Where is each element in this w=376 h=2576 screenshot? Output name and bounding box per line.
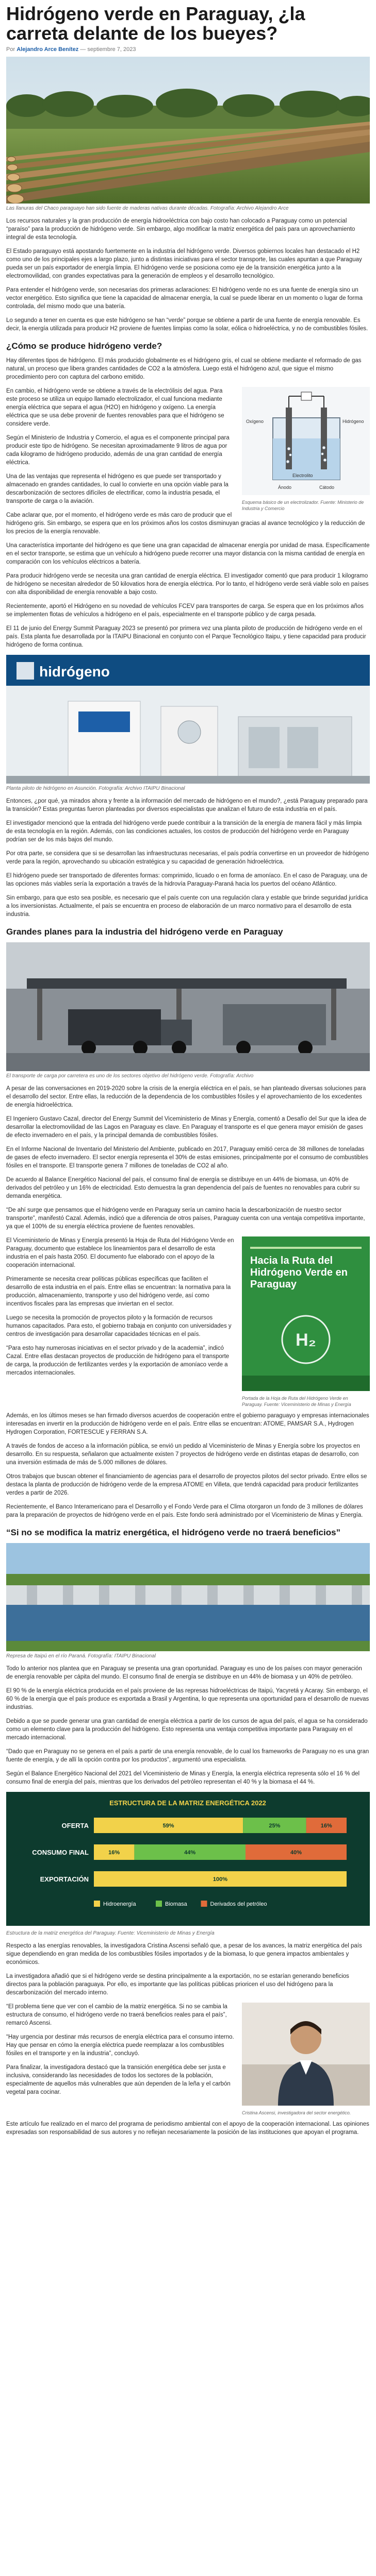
chart-caption: Estructura de la matriz energética del Paraguay. Fuente: Viceministerio de Minas y Energía (6, 1930, 215, 1936)
paragraph: Respecto a las energías renovables, la investigadora Cristina Ascensi señaló que, a pesar de los avances, la matriz energética del país sigue dependiendo en gran medida de los combustibles fósiles importados y de la biomasa, lo que genera impactos ambientales y económicos. (6, 1943, 362, 1965)
paragraph: El Estado paraguayo está apostando fuertemente en la industria del hidrógeno verde. Diversos gobiernos locales han destacado el H2 como uno de los principales ejes a largo plazo, junto a distintas iniciativas para el sector transporte, las cuales apuntan a que Paraguay pueda ser un país exportador de energía limpia. El hidrógeno verde se posiciona como eje de la transición energética junto a la electromovilidad, con grandes expectativas para la generación de empleos y el desarrollo tecnológico. (6, 248, 362, 279)
paragraph: Una de las ventajas que representa el hidrógeno es que puede ser transportado y almacenado en grandes cantidades, lo cual lo convierte en una opción viable para la descarbonización de sectores difíciles de electrificar, como la industria pesada, el transporte de carga o la aviación. (6, 473, 228, 504)
paragraph: Entonces, ¿por qué, ya mirados ahora y frente a la información del mercado de hidrógeno en el mundo?, ¿está Paraguay preparado para la transición? Estas preguntas fueron planteadas por diversos especialistas que analizan el futuro de esta industria en el país. (6, 798, 368, 812)
paragraph: Para entender el hidrógeno verde, son necesarias dos primeras aclaraciones: El hidrógeno verde no es una fuente de energía sino un vector energético. Esto significa que tiene la capacidad de almacenar energía, la cual se puede liberar en un momento o lugar de forma controlada, del mismo modo que una batería. (6, 287, 363, 310)
section-heading: ¿Cómo se produce hidrógeno verde? (6, 341, 162, 351)
person-caption: Cristina Ascensi, investigadora del sector energético. (242, 2110, 351, 2115)
paragraph: Según el Balance Energético Nacional del 2021 del Viceministerio de Minas y Energía, la energía eléctrica representa sólo el 16 % del consumo final de energía del país, mientras que los derivados del petróleo representan el 40 % y la biomasa el 44 %. (6, 1771, 360, 1785)
paragraph: El investigador mencionó que la entrada del hidrógeno verde puede contribuir a la transición de la energía de manera fácil y más limpia de esta tecnología en la región. Además, con las condiciones actuales, los costos de producción del hidrógeno verde en Paraguay podrían ser de los más bajos del mundo. (6, 820, 362, 843)
diagram-label-electrolyte: Electrolito (292, 473, 313, 478)
paragraph: El 90 % de la energía eléctrica producida en el país proviene de las represas hidroeléctricas de Itaipú, Yacyretá y Acaray. Sin embargo, el 60 % de la energía que el país produce es exportada a Brasil y Argentina, lo que representa una oportunidad para el desarrollo de nuevas industrias. (6, 1688, 369, 1710)
chart-value-label: 59% (162, 1823, 174, 1829)
hero-figure (6, 57, 370, 212)
chart-category-label: OFERTA (61, 1822, 89, 1829)
policy-cover-title: Hacia la Ruta del Hidrógeno Verde en Paraguay (250, 1255, 348, 1290)
dam-caption: Represa de Itaipú en el río Paraná. Fotografía: ITAIPU Binacional (6, 1653, 156, 1659)
diagram-label-oxygen: Oxígeno (246, 419, 264, 424)
policy-caption: Portada de la Hoja de Ruta del Hidrógeno Verde en Paraguay. Fuente: Viceministerio de Minas y Energía (242, 1396, 351, 1407)
dam-figure (6, 1543, 370, 1659)
paragraph: En el Informe Nacional de Inventario del Ministerio del Ambiente, publicado en 2017, Paraguay emitió cerca de 38 millones de toneladas de gases de efecto invernadero. El sector energía representa el 30% de estas emisiones, principalmente por el consumo de combustibles fósiles en el transporte. El transporte genera 7 millones de toneladas de CO2 al año. (6, 1146, 368, 1169)
article-title: Hidrógeno verde en Paraguay, ¿la carreta delante de los bueyes? (6, 3, 305, 44)
paragraph: Todo lo anterior nos plantea que en Paraguay se presenta una gran oportunidad. Paraguay es uno de los países con mayor generación de energía renovable per cápita del mundo. El consumo final de energía se distribuye en un 44% de biomasa y un 40% de petróleo. (6, 1666, 362, 1680)
paragraph: Otros trabajos que buscan obtener el financiamiento de agencias para el desarrollo de proyectos pilotos del sector privado. Entre ellos se destaca la planta de producción de hidrógeno verde de la empresa ATOME en Villeta, que tendrá capacidad para producir fertilizantes verdes a partir de 2026. (6, 1473, 367, 1496)
paragraph: “Dado que en Paraguay no se genera en el país a partir de una energía renovable, de lo cual los frameworks de Paraguay no es una gran fuente de energía, y de allí la opción contra por los productos”, argumentó una especialista. (6, 1749, 369, 1763)
dam-photo-illustration (6, 1543, 370, 1651)
hero-image (6, 57, 370, 204)
byline-prefix: Por (6, 46, 15, 53)
hero-caption: Las llanuras del Chaco paraguayo han sido fuente de maderas nativas durante décadas. Fotografía: Archivo Alejandro Arce (6, 206, 289, 211)
paragraph: El 11 de junio del Energy Summit Paraguay 2023 se presentó por primera vez una planta piloto de producción de hidrógeno verde en el país. Esta planta fue desarrollada por la ITAIPU Binacional en conjunto con el Parque Tecnológico Itaipu, y tiene capacidad para producir hidrógeno de forma continua. (6, 625, 366, 648)
gas-caption: El transporte de carga por carretera es uno de los sectores objetivo del hidrógeno verde. Fotografía: Archivo (6, 1073, 254, 1079)
plant-banner-text: hidrógeno (39, 664, 110, 680)
chart-legend-label: Hidroenergía (103, 1901, 136, 1907)
diagram-caption: Esquema básico de un electrolizador. Fuente: Ministerio de Industria y Comercio (242, 500, 364, 511)
paragraph: De acuerdo al Balance Energético Nacional del país, el consumo final de energía se distribuye en un 44% de biomasa, un 40% de derivados del petróleo y un 16% de electricidad. Esto demuestra la gran dependencia del país de fuentes no renovables para cubrir su demanda energética. (6, 1177, 360, 1199)
paragraph: Una característica importante del hidrógeno es que tiene una gran capacidad de almacenar energía por unidad de masa. Específicamente en el sector transporte, se estima que un vehículo a hidrógeno puede recorrer una mayor distancia con la misma cantidad de energía en comparación con los vehículos eléctricos a batería. (6, 543, 370, 565)
paragraph: Según el Ministerio de Industria y Comercio, el agua es el componente principal para producir este tipo de hidrógeno. Se necesitan aproximadamente 9 litros de agua por cada kilogramo de hidrógeno producido, además de una gran cantidad de energía eléctrica. (6, 435, 230, 466)
chart-legend-label: Biomasa (165, 1901, 187, 1907)
chart-value-label: 25% (269, 1823, 281, 1829)
chart-category-label: CONSUMO FINAL (32, 1849, 89, 1856)
paragraph: Debido a que se puede generar una gran cantidad de energía eléctrica a partir de los cursos de agua del país, el agua se ha considerado como un elemento clave para la producción del hidrógeno. Esto representa una ventaja competitiva importante para Paraguay en el mercado internacional. (6, 1718, 368, 1741)
chart-value-label: 40% (290, 1850, 302, 1856)
plant-figure (6, 655, 370, 792)
paragraph: Los recursos naturales y la gran producción de energía hidroeléctrica con bajo costo han colocado a Paraguay como un potencial “paraíso” para la producción de hidrógeno verde. Sin embargo, algo modificar la matriz energética del país para un aprovechamiento integral de esta tecnología. (6, 218, 355, 241)
paragraph: A través de fondos de acceso a la información pública, se envió un pedido al Viceministerio de Minas y Energía sobre los proyectos en desarrollo. En su respuesta, señalaron que actualmente existen 7 proyectos de hidrógeno verde en distintas etapas de desarrollo, con una inversión estimada de más de 5.000 millones de dólares. (6, 1443, 360, 1466)
diagram-label-anode: Ánodo (278, 485, 292, 490)
paragraph: Además, en los últimos meses se han firmado diversos acuerdos de cooperación entre el gobierno paraguayo y empresas internacionales interesadas en invertir en la producción de hidrógeno verde en el país. Entre ellas se encuentran: ATOME, PAMSAR S.A., Hydrogen Hydrogen Corporation, FORTESCUE y FERRAN S.A. (6, 1413, 369, 1435)
electrolyzer-diagram (242, 387, 370, 495)
paragraph: Luego se necesita la promoción de proyectos piloto y la formación de recursos humanos capacitados. Para esto, el gobierno trabaja en conjunto con universidades y centros de investigación para desarrollar capacidades técnicas en el país. (6, 1315, 232, 1337)
paragraph: “El problema tiene que ver con el cambio de la matriz energética. Si no se cambia la estructura de consumo, el hidrógeno verde no traerá beneficios reales para el país”, remarcó Ascensi. (6, 2004, 227, 2026)
paragraph: Primeramente se necesita crear políticas públicas específicas que faciliten el desarrollo de esta industria en el país. Entre ellas se encuentran: la normativa para la producción, almacenamiento, transporte y uso del hidrógeno verde, así como incentivos fiscales para las empresas que inviertan en el sector. (6, 1276, 231, 1307)
paragraph: A pesar de las conversaciones en 2019-2020 sobre la crisis de la energía eléctrica en el país, se han planteado diversas soluciones para el desarrollo del sector. Entre ellas, la reducción de la dependencia de los combustibles fósiles y el aprovechamiento de los excedentes de energía hidroeléctrica. (6, 1086, 366, 1108)
paragraph: “Para esto hay numerosas iniciativas en el sector privado y de la academia”, indicó Cazal. Entre ellas destacan proyectos de producción de hidrógeno para el transporte de carga, la producción de fertilizantes verdes y la exportación de amoníaco verde a mercados internacionales. (6, 1345, 230, 1376)
chart-legend-swatch (94, 1901, 100, 1907)
paragraph: El hidrógeno puede ser transportado de diferentes formas: comprimido, licuado o en forma de amoníaco. En el caso de Paraguay, una de las opciones más viables sería la exportación a través de la hidrovía Paraguay-Paraná hacia los puertos del océano Atlántico. (6, 873, 368, 887)
hero-photo-illustration (6, 57, 370, 204)
publish-date: septiembre 7, 2023 (87, 46, 136, 53)
diagram-label-cathode: Cátodo (319, 485, 335, 490)
diagram-figure (242, 387, 370, 512)
chart-title: ESTRUCTURA DE LA MATRIZ ENERGÉTICA 2022 (109, 1799, 266, 1807)
gas-photo-illustration (6, 942, 370, 1071)
paragraph: Recientemente, aportó el Hidrógeno en su novedad de vehículos FCEV para transportes de carga. Se espera que en los próximos años se implementen flotas de vehículos a hidrógeno en el país, especialmente en el transporte público y de carga pesada. (6, 603, 364, 618)
person-figure (242, 2003, 370, 2116)
chart-value-label: 16% (108, 1850, 120, 1856)
plant-caption: Planta piloto de hidrógeno en Asunción. Fotografía: Archivo ITAIPU Binacional (6, 786, 185, 791)
paragraph: Para producir hidrógeno verde se necesita una gran cantidad de energía eléctrica. El investigador comentó que para producir 1 kilogramo de hidrógeno se necesitan alrededor de 50 kilovatios hora de energía eléctrica. Por lo tanto, el hidrógeno verde será viable solo en países con alta disponibilidad de energía renovable a bajo costo. (6, 573, 369, 596)
chart-category-label: EXPORTACIÓN (40, 1875, 89, 1883)
chart-legend-swatch (156, 1901, 162, 1907)
plant-image (6, 655, 370, 784)
author-link[interactable]: Alejandro Arce Benítez (17, 46, 79, 53)
article (6, 0, 370, 2137)
paragraph: Recientemente, el Banco Interamericano para el Desarrollo y el Fondo Verde para el Clima otorgaron un fondo de 3 millones de dólares para la preparación de proyectos de hidrógeno verde en el país. Este fondo será administrado por el Viceministerio de Minas y Energía. (6, 1504, 363, 1518)
paragraph: “De ahí surge que pensamos que el hidrógeno verde en Paraguay sería un camino hacia la descarbonización de nuestro sector transporte”, manifestó Cazal. Además, indicó que a diferencia de otros países, Paraguay cuenta con una ventaja competitiva importante, ya que el 100% de su energía eléctrica proviene de fuentes renovables. (6, 1207, 365, 1230)
section-heading: Grandes planes para la industria del hidrógeno verde en Paraguay (6, 927, 283, 937)
policy-figure (242, 1236, 370, 1408)
chart-value-label: 44% (184, 1850, 196, 1856)
paragraph: Este artículo fue realizado en el marco del programa de periodismo ambiental con el apoyo de la cooperación internacional. Las opiniones expresadas son responsabilidad de sus autores y no reflejan necesariamente la posición de las instituciones que apoyan el programa. (6, 2121, 369, 2136)
plant-photo-illustration (6, 655, 370, 784)
paragraph: En cambio, el hidrógeno verde se obtiene a través de la electrólisis del agua. Para este proceso se utiliza un equipo llamado electrolizador, el cual funciona mediante energía eléctrica que separa el agua (H2O) en hidrógeno y oxígeno. La energía eléctrica que se usa debe provenir de fuentes renovables para que el hidrógeno se considere verde. (6, 388, 224, 427)
chart-value-label: 16% (320, 1823, 332, 1829)
chart-legend-label: Derivados del petróleo (210, 1901, 267, 1907)
energy-matrix-chart (6, 1792, 370, 1926)
paragraph: La investigadora añadió que si el hidrógeno verde se destina principalmente a la exportación, no se estarían generando beneficios directos para la población paraguaya. Por ello, es importante que las políticas públicas prioricen el uso del hidrógeno para la descarbonización del mercado interno. (6, 1973, 349, 1996)
paragraph: Sin embargo, para que esto sea posible, es necesario que el país cuente con una regulación clara y estable que brinde seguridad jurídica a los inversionistas. Actualmente, el país se encuentra en proceso de elaboración de un marco normativo para el desarrollo de esta industria. (6, 895, 368, 918)
paragraph: Lo segundo a tener en cuenta es que este hidrógeno se han “verde” porque se obtiene a partir de una fuente de energía renovable. Es decir, la energía utilizada para producir H2 proviene de fuentes limpias como la solar, eólica o hidroeléctrica, y no de combustibles fósiles. (6, 317, 368, 332)
gas-image (6, 942, 370, 1071)
byline-separator: — (78, 46, 88, 53)
diagram-label-hydrogen: Hidrógeno (342, 419, 364, 424)
paragraph: Hay diferentes tipos de hidrógeno. El más producido globalmente es el hidrógeno gris, el cual se obtiene mediante el reformado de gas natural, un proceso que libera grandes cantidades de CO2 a la atmósfera. Luego está el hidrógeno azul, que sigue el mismo procedimiento pero con captura del carbono emitido. (6, 358, 362, 380)
paragraph: Para finalizar, la investigadora destacó que la transición energética debe ser justa e inclusiva, considerando las necesidades de todos los sectores de la población, especialmente de aquellos más vulnerables que aún dependen de la leña y el carbón vegetal para cocinar. (6, 2064, 231, 2095)
paragraph: “Hay urgencia por destinar más recursos de energía eléctrica para el consumo interno. Hay que pensar en cómo la energía eléctrica puede reemplazar a los combustibles fósiles en el transporte y en la industria”, concluyó. (6, 2034, 234, 2057)
paragraph: Cabe aclarar que, por el momento, el hidrógeno verde es más caro de producir que el hidrógeno gris. Sin embargo, se espera que en los próximos años los costos disminuyan gracias al avance tecnológico y la reducción de los precios de la energía renovable. (6, 512, 365, 535)
paragraph: El Viceministerio de Minas y Energía presentó la Hoja de Ruta del Hidrógeno Verde en Paraguay, documento que establece los lineamientos para el desarrollo de esta industria en el país hasta 2050. El documento fue elaborado con el apoyo de la cooperación internacional. (6, 1238, 234, 1268)
chart-legend-swatch (201, 1901, 207, 1907)
paragraph: El Ingeniero Gustavo Cazal, director del Energy Summit del Viceministerio de Minas y Energía, comentó a Desafío del Sur que la idea de desarrollar la electromovilidad de las Lagos en Paraguay es clave. En Paraguay el transporte es el que genera mayor emisión de gases de efecto invernadero en el país, y la principal demanda de combustibles fósiles. (6, 1116, 367, 1139)
person-photo (242, 2003, 370, 2106)
gas-figure (6, 942, 370, 1079)
byline (6, 46, 370, 53)
policy-cover-symbol: H₂ (296, 1330, 316, 1350)
policy-cover (242, 1236, 370, 1391)
chart-figure (6, 1792, 370, 1937)
chart-value-label: 100% (212, 1876, 228, 1883)
section-heading: “Si no se modifica la matriz energética, el hidrógeno verde no traerá beneficios” (6, 1528, 341, 1537)
dam-image (6, 1543, 370, 1651)
paragraph: Por otra parte, se considera que si se desarrollan las infraestructuras necesarias, el país podría convertirse en un proveedor de hidrógeno verde para la región, aprovechando su ubicación estratégica y su capacidad de generación hidroeléctrica. (6, 851, 369, 865)
